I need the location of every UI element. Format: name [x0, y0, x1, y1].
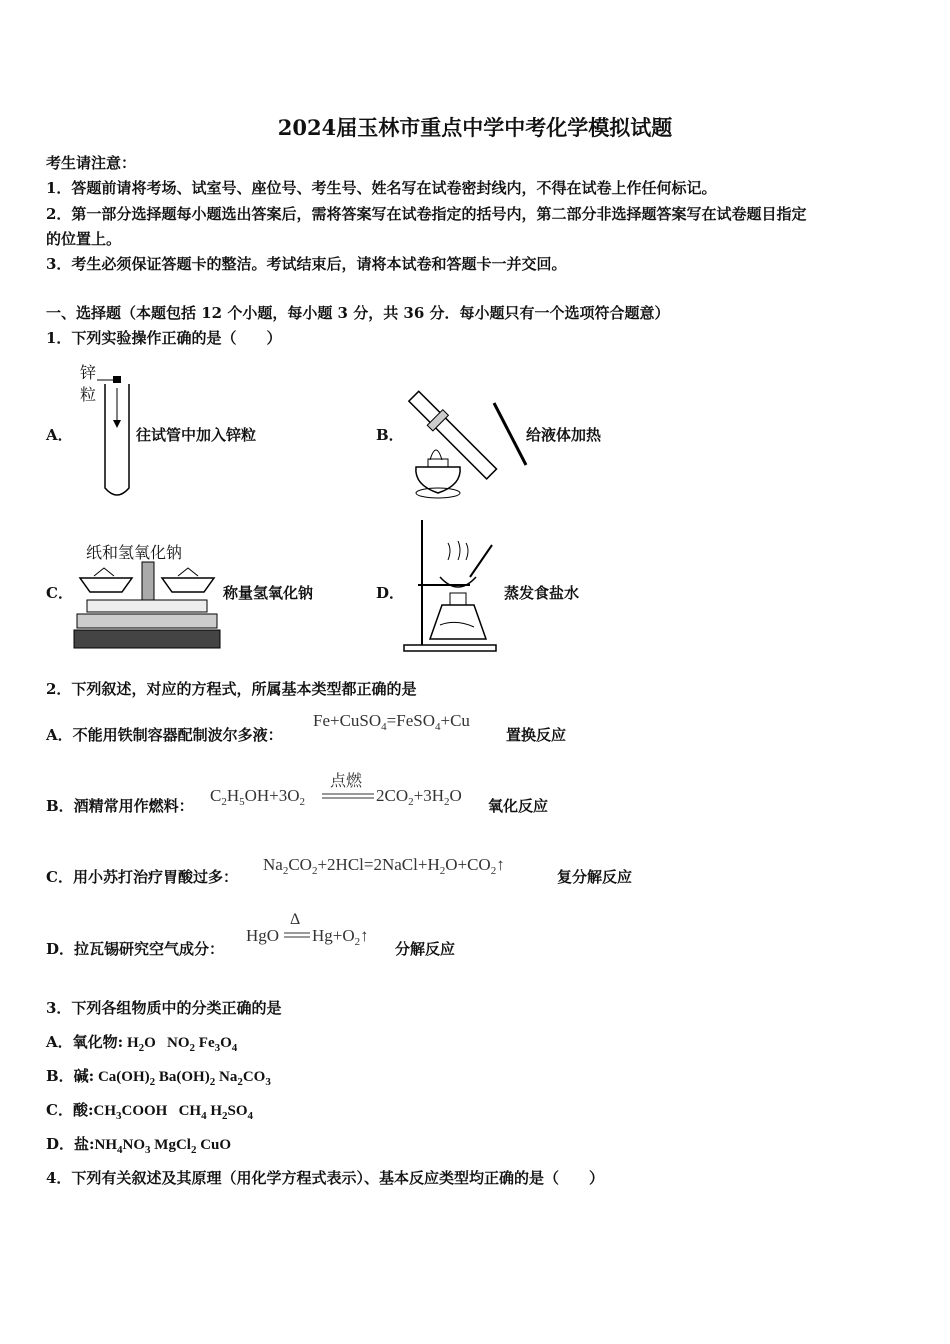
q3-stem: 3．下列各组物质中的分类正确的是	[46, 999, 282, 1017]
q2-stem: 2．下列叙述，对应的方程式，所属基本类型都正确的是	[46, 680, 417, 698]
page-title: 2024届玉林市重点中学中考化学模拟试题	[277, 115, 673, 140]
paper-naoh-label: 纸和氢氧化钠	[86, 543, 183, 562]
q3-option-d: D．盐$:NH_4NO_3$ MgCl$_2$ CuO	[46, 1135, 232, 1156]
q2-b-equation-right: $2CO_2+3H_2O$	[376, 786, 462, 808]
zinc-label-2: 粒	[80, 385, 97, 404]
q2-d-type: 分解反应	[395, 940, 456, 958]
q2-c-equation: $Na_2CO_2+2HCl=2NaCl+H_2O+CO_2↑$	[263, 855, 505, 877]
notice-item-2: 2．第一部分选择题每小题选出答案后，需将答案写在试卷指定的括号内，第二部分非选择题答案写在试卷题目指定	[46, 205, 807, 223]
q3-option-a: A．氧化物: $H_2O$ $NO_2$ $Fe_3O_4$	[46, 1033, 238, 1054]
q1-b-label: 给液体加热	[526, 426, 602, 444]
q1-c-letter: C．	[46, 584, 73, 602]
notice-item-2-cont: 的位置上。	[46, 230, 122, 248]
q2-d-equals-sign	[284, 931, 310, 939]
q2-d-equation-left: HgO	[246, 926, 280, 945]
q2-a-equation: Fe+CuSO$_4$=FeSO$_4$+Cu	[313, 711, 470, 733]
section-heading: 一、选择题（本题包括 12 个小题，每小题 3 分，共 36 分．每小题只有一个选项符合题意）	[46, 304, 670, 322]
q2-b-type: 氧化反应	[488, 797, 549, 815]
q2-b-condition: 点燃	[330, 773, 363, 790]
q2-d-prefix: D．拉瓦锡研究空气成分：	[46, 940, 225, 958]
q1-c-label: 称量氢氧化钠	[223, 584, 314, 602]
q3-option-c: C．酸$:CH_3COOH$ $CH_4$ $H_2SO_4$	[46, 1101, 254, 1122]
q3-option-b: B．碱: $Ca(OH)_2$ $Ba(OH)_2$ $Na_2CO_3$	[46, 1067, 271, 1088]
evaporation-figure	[400, 515, 500, 655]
notice-item-1: 1．答题前请将考场、试室号、座位号、考生号、姓名写在试卷密封线内，不得在试卷上作任何标记。	[46, 179, 717, 197]
test-tube-zinc-figure	[95, 370, 135, 500]
q1-b-letter: B．	[376, 426, 404, 444]
q2-d-equation-right: $Hg+O_2↑$	[312, 926, 369, 948]
q2-c-prefix: C．用小苏打治疗胃酸过多：	[46, 868, 238, 886]
notice-item-3: 3．考生必须保证答题卡的整洁。考试结束后，请将本试卷和答题卡一并交回。	[46, 255, 567, 273]
notice-heading: 考生请注意：	[46, 154, 137, 172]
liquid-heating-figure	[404, 385, 529, 500]
q2-a-type: 置换反应	[506, 726, 567, 744]
q2-b-equals-sign	[322, 792, 374, 800]
q4-stem: 4．下列有关叙述及其原理（用化学方程式表示）、基本反应类型均正确的是（ ）	[46, 1169, 604, 1187]
balance-figure	[72, 558, 222, 653]
q2-b-prefix: B．酒精常用作燃料：	[46, 797, 194, 815]
q2-b-equation-left: $C_2H_5OH+3O_2$	[210, 786, 306, 808]
q1-a-letter: A．	[46, 426, 73, 444]
q2-c-type: 复分解反应	[557, 868, 633, 886]
q2-a-prefix: A．不能用铁制容器配制波尔多液：	[46, 726, 283, 744]
q1-a-label: 往试管中加入锌粒	[136, 426, 257, 444]
q1-d-letter: D．	[376, 584, 405, 602]
q1-stem: 1．下列实验操作正确的是（ ）	[46, 329, 282, 347]
q1-d-label: 蒸发食盐水	[504, 584, 580, 602]
zinc-label-1: 锌	[80, 363, 97, 382]
q2-d-condition: Δ	[290, 911, 301, 928]
